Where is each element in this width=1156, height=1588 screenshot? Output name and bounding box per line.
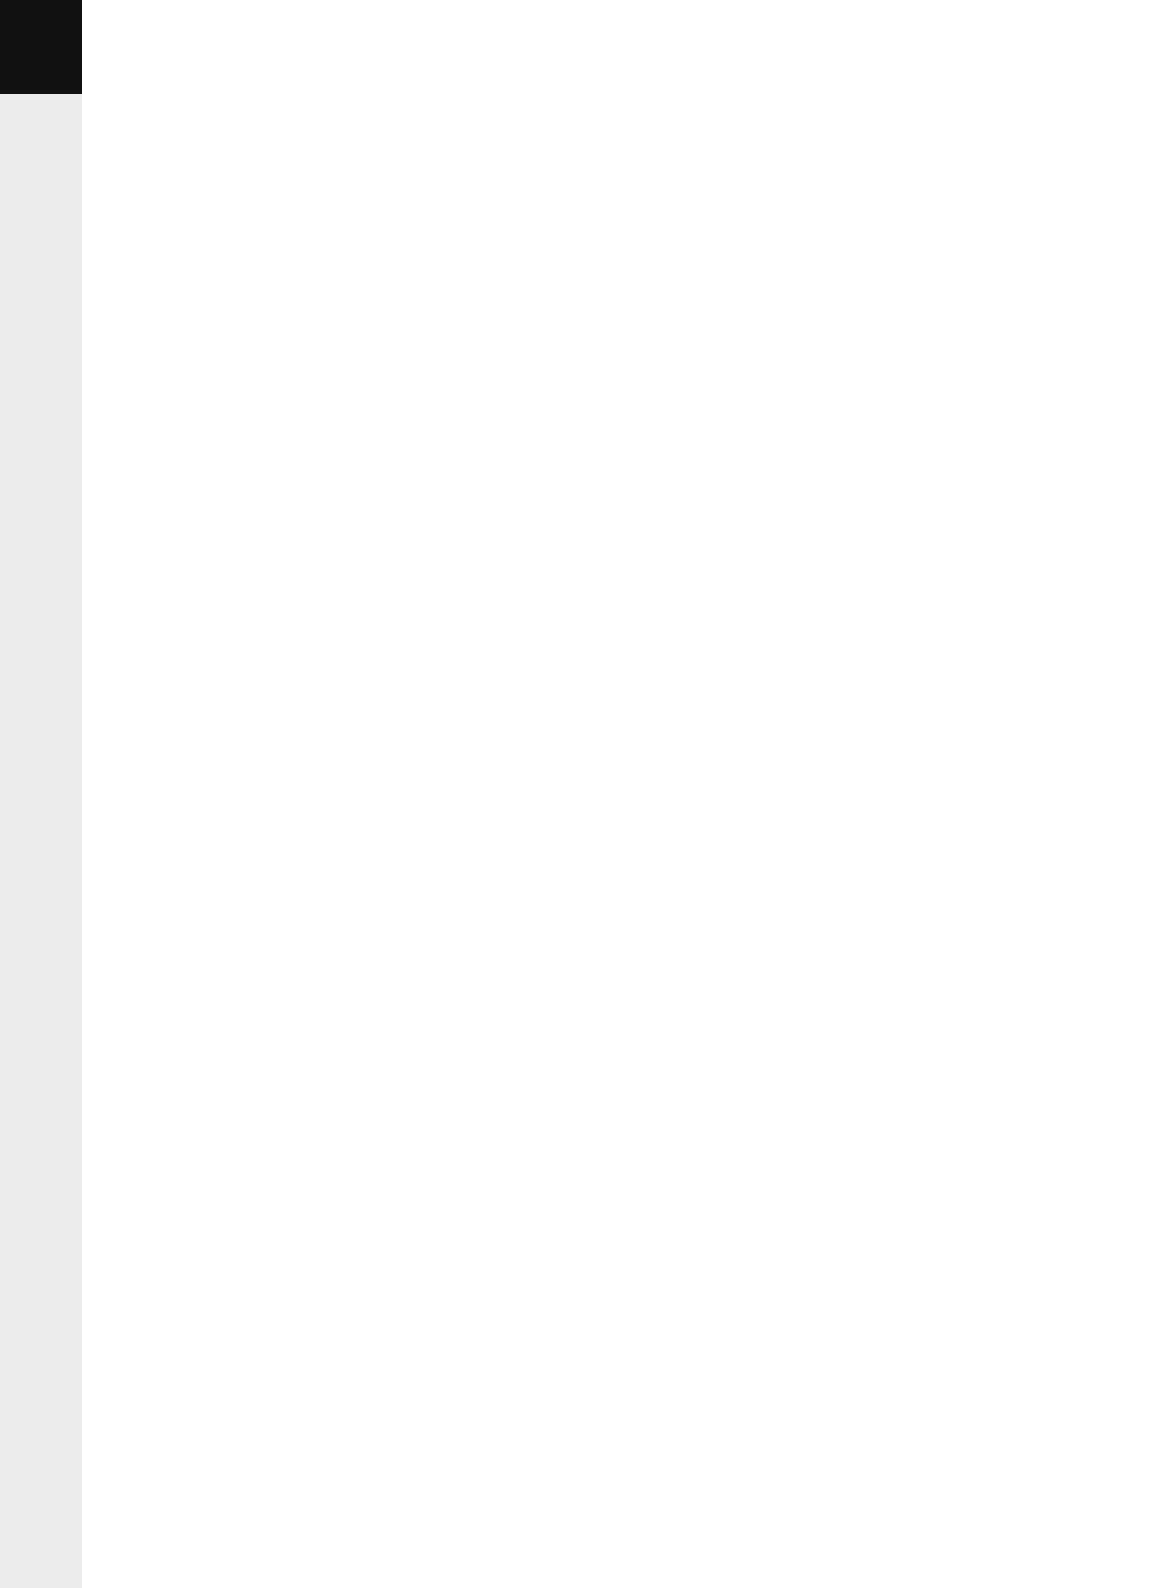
- page-edge-strip: [0, 94, 82, 1588]
- page-number-tab: [0, 0, 82, 94]
